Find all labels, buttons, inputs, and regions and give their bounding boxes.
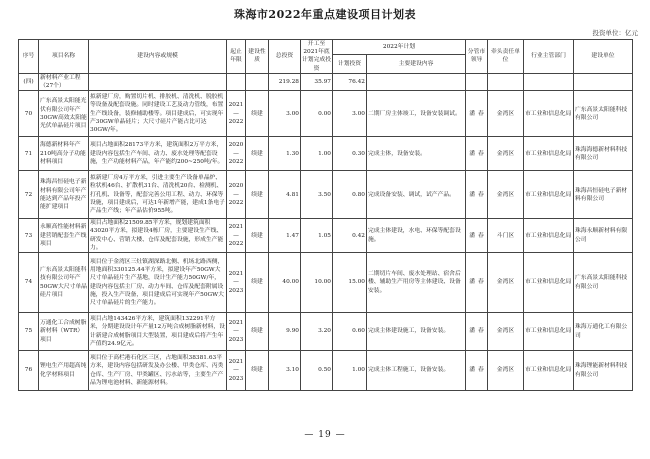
- row-start-year: 2021: [228, 320, 244, 327]
- row-nature: 续建: [246, 253, 269, 313]
- row-plan-content: 完成主体，设备安装。: [367, 137, 466, 171]
- subtotal-completed: 35.97: [301, 73, 333, 90]
- row-completed: 1.00: [301, 137, 333, 171]
- row-plan: 0.80: [333, 171, 367, 219]
- document-title: 珠海市2022年重点建设项目计划表: [233, 8, 417, 21]
- row-leader-surname: 潘: [469, 191, 475, 198]
- header-completed: 开工至2021年底计划完成投资: [302, 41, 331, 72]
- row-lead-unit: 金湾区: [488, 171, 524, 219]
- row-dept: 市工业和信息化局: [524, 313, 574, 351]
- header-builder: 建设单位: [574, 40, 633, 74]
- row-project-name: 锂电生产用超高纯化学材料项目: [39, 351, 89, 391]
- row-leader-given: 春: [478, 367, 484, 374]
- header-dept: 行业主管部门: [524, 40, 574, 74]
- row-content: 拟新建厂房4万平方米，引进主要生产设备单晶炉、粒状机46台、扩散机31台、清洗机20台、检测机、打孔机、设备等，配套完善公用工程、动力、环保等设施，项目建成后，可达1年新增产能，建成1条电子产品生产线；年产品估价955吨。: [89, 171, 227, 219]
- row-nature: 续建: [246, 351, 269, 391]
- row-project-name: 万通化工合成树脂新材料（WTR）项目: [39, 313, 89, 351]
- row-leader-given: 春: [478, 191, 484, 198]
- row-builder: 珠海永顺新材料有限公司: [574, 219, 633, 253]
- row-seq: 73: [19, 219, 39, 253]
- subtotal-plan: 76.42: [333, 73, 367, 90]
- header-name: 项目名称: [39, 40, 89, 74]
- header-start-end: 起止年限: [227, 40, 246, 74]
- row-leader-surname: 潘: [469, 279, 475, 286]
- row-lead-unit: 金湾区: [488, 137, 524, 171]
- row-end-year: 2023: [228, 336, 244, 343]
- row-leader: [466, 171, 488, 219]
- row-builder: 珠海昌恒硅电子新材料有限公司: [574, 171, 633, 219]
- row-start-year: 2021: [228, 359, 244, 366]
- row-lead-unit: 金湾区: [488, 313, 524, 351]
- row-years: [227, 351, 246, 391]
- year-dash: —: [233, 110, 239, 117]
- row-total: 1.30: [269, 137, 301, 171]
- header-plan-group: 2022年计划: [333, 40, 466, 55]
- row-start-year: 2020: [228, 142, 244, 149]
- row-nature: 续建: [246, 137, 269, 171]
- page-number: — 19 —: [304, 430, 346, 440]
- year-dash: —: [233, 232, 239, 239]
- row-nature: 续建: [246, 171, 269, 219]
- row-seq: 76: [19, 351, 39, 391]
- row-content: 项目占地面积21509.85平方米，规划建筑面积43020平方米，拟建设4栋厂房，主要建设生产线、研发中心、营销大楼、仓库及配套设施，形成生产能力。: [89, 219, 227, 253]
- header-nature: 建设性质: [246, 40, 269, 74]
- row-lead-unit: 金湾区: [488, 91, 524, 137]
- row-leader: [466, 91, 488, 137]
- row-total: 3.10: [269, 351, 301, 391]
- year-dash: —: [233, 328, 239, 335]
- row-nature: 续建: [246, 219, 269, 253]
- row-leader: [466, 313, 488, 351]
- header-content: 建设内容或规模: [89, 40, 227, 74]
- row-builder: 珠海万通化工有限公司: [574, 313, 633, 351]
- row-end-year: 2022: [228, 240, 244, 247]
- header-plan-invest: 计划投资: [333, 54, 367, 73]
- row-project-name: 广东高景太阳能科技有限公司年产50GW大尺寸单晶硅片项目: [39, 253, 89, 313]
- row-dept: 市工业和信息化局: [524, 253, 574, 313]
- row-seq: 70: [19, 91, 39, 137]
- row-total: 4.81: [269, 171, 301, 219]
- row-dept: 市工业和信息化局: [524, 351, 574, 391]
- row-plan-content: 二期切片车间、废水处理站、宿舍后楼、辅助生产用房等主体建设、设备安装。: [367, 253, 466, 313]
- row-plan: 3.00: [333, 91, 367, 137]
- row-dept: 市工业和信息化局: [524, 91, 574, 137]
- subtotal-row: [19, 73, 633, 90]
- row-end-year: 2022: [228, 199, 244, 206]
- row-leader-surname: 潘: [469, 367, 475, 374]
- row-years: [227, 219, 246, 253]
- row-seq: 74: [19, 253, 39, 313]
- row-leader-surname: 潘: [469, 232, 475, 239]
- row-plan: 0.42: [333, 219, 367, 253]
- table-row: [19, 313, 633, 351]
- row-start-year: 2021: [228, 271, 244, 278]
- table-row: [19, 351, 633, 391]
- row-end-year: 2023: [228, 375, 244, 382]
- row-completed: 0.00: [301, 91, 333, 137]
- row-completed: 0.50: [301, 351, 333, 391]
- row-content: 拟新建厂房，购置切片机、排胶机、清洗机、脱胶机等设备及配套设施。同时建设工艺及动力管线，布置生产线设备，装修辅助楼等。项目建成后，可实现年产30GW单晶硅片；大尺寸硅片产能占比可达30GW/年。: [89, 91, 227, 137]
- subtotal-name: 新材料产业工程（27个）: [39, 73, 89, 90]
- row-dept: 市工业和信息化局: [524, 171, 574, 219]
- row-years: [227, 171, 246, 219]
- row-project-name: 珠海昌恒硅电子新材料有限公司年产能达到产品年投产能扩建项目: [39, 171, 89, 219]
- row-dept: 市工业和信息化局: [524, 219, 574, 253]
- row-builder: 广东高景太阳能科技有限公司: [574, 253, 633, 313]
- row-plan-content: 完成设备安装、调试，试产产品。: [367, 171, 466, 219]
- row-completed: 10.00: [301, 253, 333, 313]
- row-end-year: 2022: [228, 118, 244, 125]
- row-leader-surname: 潘: [469, 110, 475, 117]
- header-seq: 序号: [19, 40, 39, 74]
- row-total: 40.00: [269, 253, 301, 313]
- table-row: [19, 253, 633, 313]
- row-plan: 1.00: [333, 351, 367, 391]
- row-leader-given: 春: [478, 150, 484, 157]
- row-total: 3.00: [269, 91, 301, 137]
- row-builder: 珠海海德新材料科技有限公司: [574, 137, 633, 171]
- row-plan: 0.60: [333, 313, 367, 351]
- subtotal-seq: (四): [19, 73, 39, 90]
- row-plan: 15.00: [333, 253, 367, 313]
- row-lead-unit: 金湾区: [488, 351, 524, 391]
- row-nature: 续建: [246, 91, 269, 137]
- row-completed: 3.20: [301, 313, 333, 351]
- row-years: [227, 91, 246, 137]
- row-leader: [466, 137, 488, 171]
- header-district: 分管市领导: [466, 40, 488, 74]
- row-completed: 1.05: [301, 219, 333, 253]
- row-years: [227, 137, 246, 171]
- header-plan-content: 主要建设内容: [367, 54, 466, 73]
- year-dash: —: [233, 367, 239, 374]
- row-content: 项目位于金湾区三灶镇湖深路北侧、机场北路西侧，用地面积330125.44平方米，拟建设年产50GW大尺寸单晶硅片生产基地，设计生产能力50GW/年，建设内容包括主厂房、动力车间、仓库及配套附属设施，投入生产设备，项目建成后可实现年产50GW大尺寸单晶硅片的生产能力。: [89, 253, 227, 313]
- subtotal-total: 219.28: [269, 73, 301, 90]
- row-leader: [466, 219, 488, 253]
- project-plan-table: [18, 39, 633, 391]
- unit-note: 投资单位：亿元: [592, 29, 638, 37]
- row-seq: 72: [19, 171, 39, 219]
- row-builder: 广东高景太阳能科技有限公司: [574, 91, 633, 137]
- header-lead-unit: 牵头责任单位: [488, 40, 524, 74]
- row-plan-content: 完成主体工程施工，设备安装。: [367, 351, 466, 391]
- row-years: [227, 253, 246, 313]
- row-seq: 75: [19, 313, 39, 351]
- row-leader-given: 春: [478, 328, 484, 335]
- row-project-name: 广东高景太阳能光伏有限公司年产30GW高效太阳能光伏单晶硅片项目: [39, 91, 89, 137]
- row-nature: 续建: [246, 313, 269, 351]
- row-leader: [466, 351, 488, 391]
- row-dept: 市工业和信息化局: [524, 137, 574, 171]
- row-plan-content: 完成主体建设施工，设备安装。: [367, 313, 466, 351]
- row-content: 项目位于高栏港石化区三区，占地面积38381.63平方米，建设内容包括研发及办公楼、甲类仓库、丙类仓库、生产厂房、甲类罐区、污水站等，主要生产产品为锂电池材料、新能源材料。: [89, 351, 227, 391]
- year-dash: —: [233, 150, 239, 157]
- row-seq: 71: [19, 137, 39, 171]
- row-plan-content: 二期厂房主体竣工，设备安装调试。: [367, 91, 466, 137]
- row-lead-unit: 金湾区: [488, 253, 524, 313]
- table-row: [19, 171, 633, 219]
- row-leader-given: 春: [478, 232, 484, 239]
- row-leader-surname: 潘: [469, 150, 475, 157]
- row-total: 9.90: [269, 313, 301, 351]
- row-plan: 0.30: [333, 137, 367, 171]
- row-content: 项目占地面积28173平方米，建筑面积2万平方米，建设内容包括生产车间、动力、废水处理等配套设施，生产功能材料产品，年产能约200~250吨/年。: [89, 137, 227, 171]
- row-start-year: 2021: [228, 224, 244, 231]
- row-plan-content: 完成主体建设，水电、环保等配套设施。: [367, 219, 466, 253]
- row-years: [227, 313, 246, 351]
- row-end-year: 2022: [228, 158, 244, 165]
- project-rows: [19, 91, 633, 391]
- table-row: [19, 91, 633, 137]
- row-start-year: 2020: [228, 183, 244, 190]
- row-leader-given: 春: [478, 279, 484, 286]
- header-total: 总投资: [269, 40, 301, 74]
- year-dash: —: [233, 191, 239, 198]
- row-end-year: 2023: [228, 287, 244, 294]
- row-project-name: 海德新材料年产210吨高分子功能材料项目: [39, 137, 89, 171]
- row-lead-unit: 斗门区: [488, 219, 524, 253]
- table-row: [19, 137, 633, 171]
- row-leader: [466, 253, 488, 313]
- row-completed: 3.50: [301, 171, 333, 219]
- row-builder: 珠海锂能新材料科技有限公司: [574, 351, 633, 391]
- row-start-year: 2021: [228, 102, 244, 109]
- row-total: 1.47: [269, 219, 301, 253]
- row-leader-surname: 潘: [469, 328, 475, 335]
- row-content: 项目占地143426平方米，建筑面积132291平方米，分期建设设计年产量12万吨合成树脂新材料，设计新建合成树脂项目大型装置，项目建成后将产生年产值约24.9亿元。: [89, 313, 227, 351]
- row-leader-given: 春: [478, 110, 484, 117]
- table-row: [19, 219, 633, 253]
- row-project-name: 永顺高性能材料新建营销配套生产线项目: [39, 219, 89, 253]
- year-dash: —: [233, 279, 239, 286]
